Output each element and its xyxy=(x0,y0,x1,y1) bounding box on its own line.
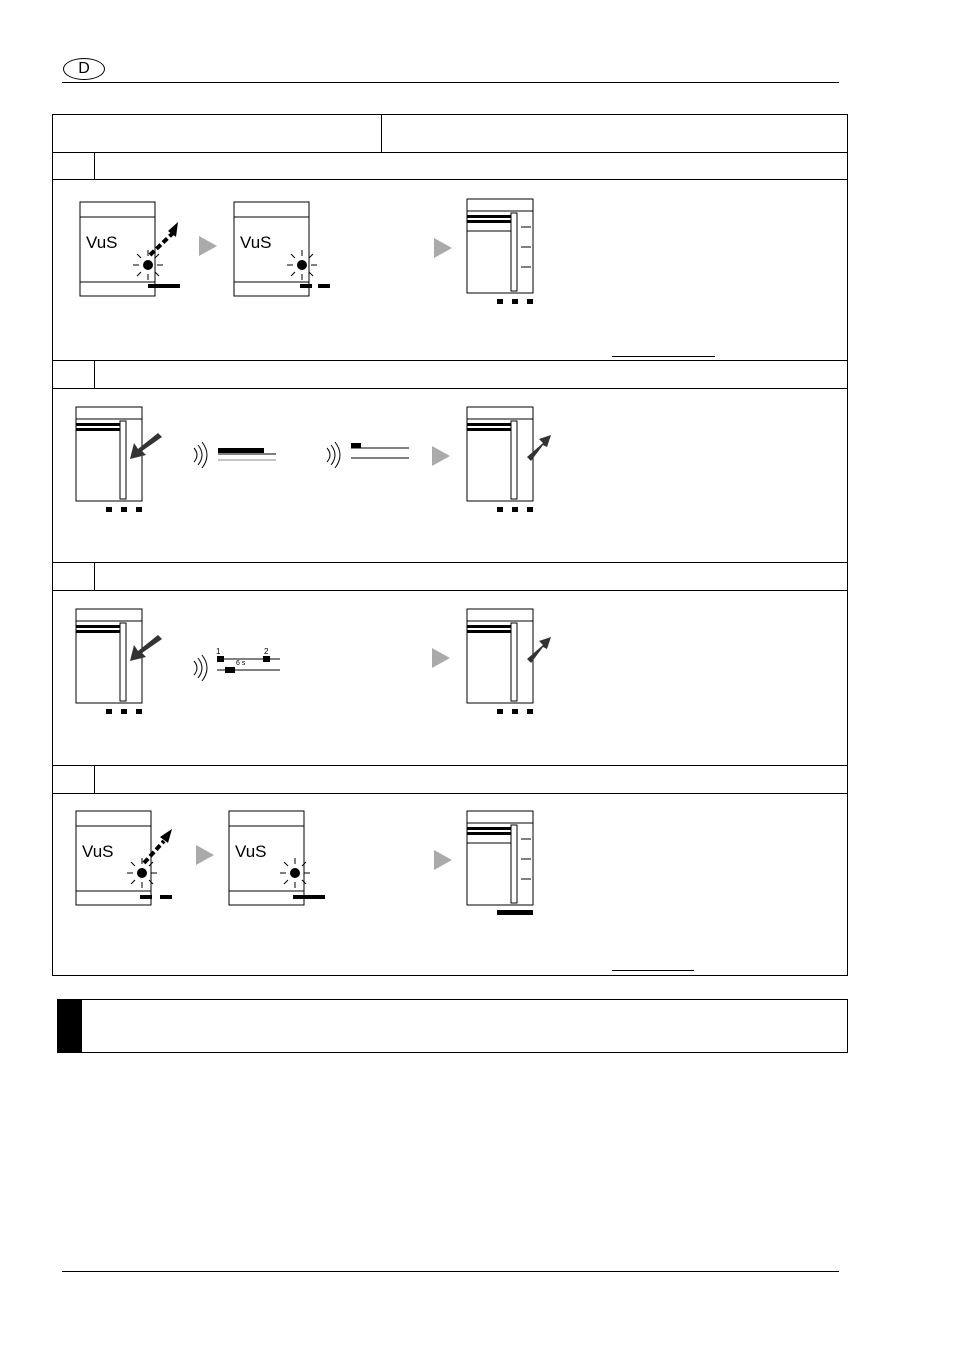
window-blind-illustration xyxy=(465,405,555,517)
timer-end-label: 2 xyxy=(264,647,269,656)
step-number-cell xyxy=(94,360,95,388)
controller-panel-illustration xyxy=(227,809,332,909)
header-rule xyxy=(62,82,839,83)
controller-panel-illustration xyxy=(232,200,332,300)
footer-rule xyxy=(62,1271,839,1272)
language-badge: D xyxy=(63,58,105,80)
step-number-cell xyxy=(94,765,95,793)
underline-mark xyxy=(612,356,715,357)
row-line xyxy=(52,562,848,563)
window-blind-illustration xyxy=(465,197,537,309)
step-arrow xyxy=(432,648,450,668)
row-line xyxy=(52,793,848,794)
row-line xyxy=(52,590,848,591)
step-arrow xyxy=(434,238,452,258)
vus-label: VuS xyxy=(235,842,267,861)
window-blind-illustration xyxy=(74,607,164,719)
signal-timeline-illustration xyxy=(190,440,280,470)
window-blind-illustration xyxy=(465,809,537,921)
row-line xyxy=(52,388,848,389)
vus-label: VuS xyxy=(82,842,114,861)
controller-panel-illustration xyxy=(78,200,188,300)
window-blind-illustration xyxy=(74,405,164,517)
controller-panel-illustration xyxy=(74,809,184,909)
table-header-divider xyxy=(381,114,382,152)
window-blind-illustration xyxy=(465,607,555,719)
step-number-cell xyxy=(94,562,95,590)
underline-mark xyxy=(612,970,694,971)
row-line xyxy=(52,765,848,766)
step-arrow xyxy=(434,850,452,870)
step-arrow xyxy=(196,845,214,865)
timer-start-label: 1 xyxy=(216,647,221,656)
timer-value-label: 6 s xyxy=(236,660,246,667)
step-arrow xyxy=(432,446,450,466)
signal-timeline-illustration xyxy=(323,440,413,470)
row-line xyxy=(52,360,848,361)
note-marker xyxy=(57,999,82,1053)
row-line xyxy=(52,179,848,180)
row-line xyxy=(52,152,848,153)
vus-label: VuS xyxy=(86,233,118,252)
step-number-cell xyxy=(94,152,95,179)
step-arrow xyxy=(199,236,217,256)
vus-label: VuS xyxy=(240,233,272,252)
signal-timeline-illustration xyxy=(190,645,290,685)
note-box xyxy=(57,999,848,1053)
